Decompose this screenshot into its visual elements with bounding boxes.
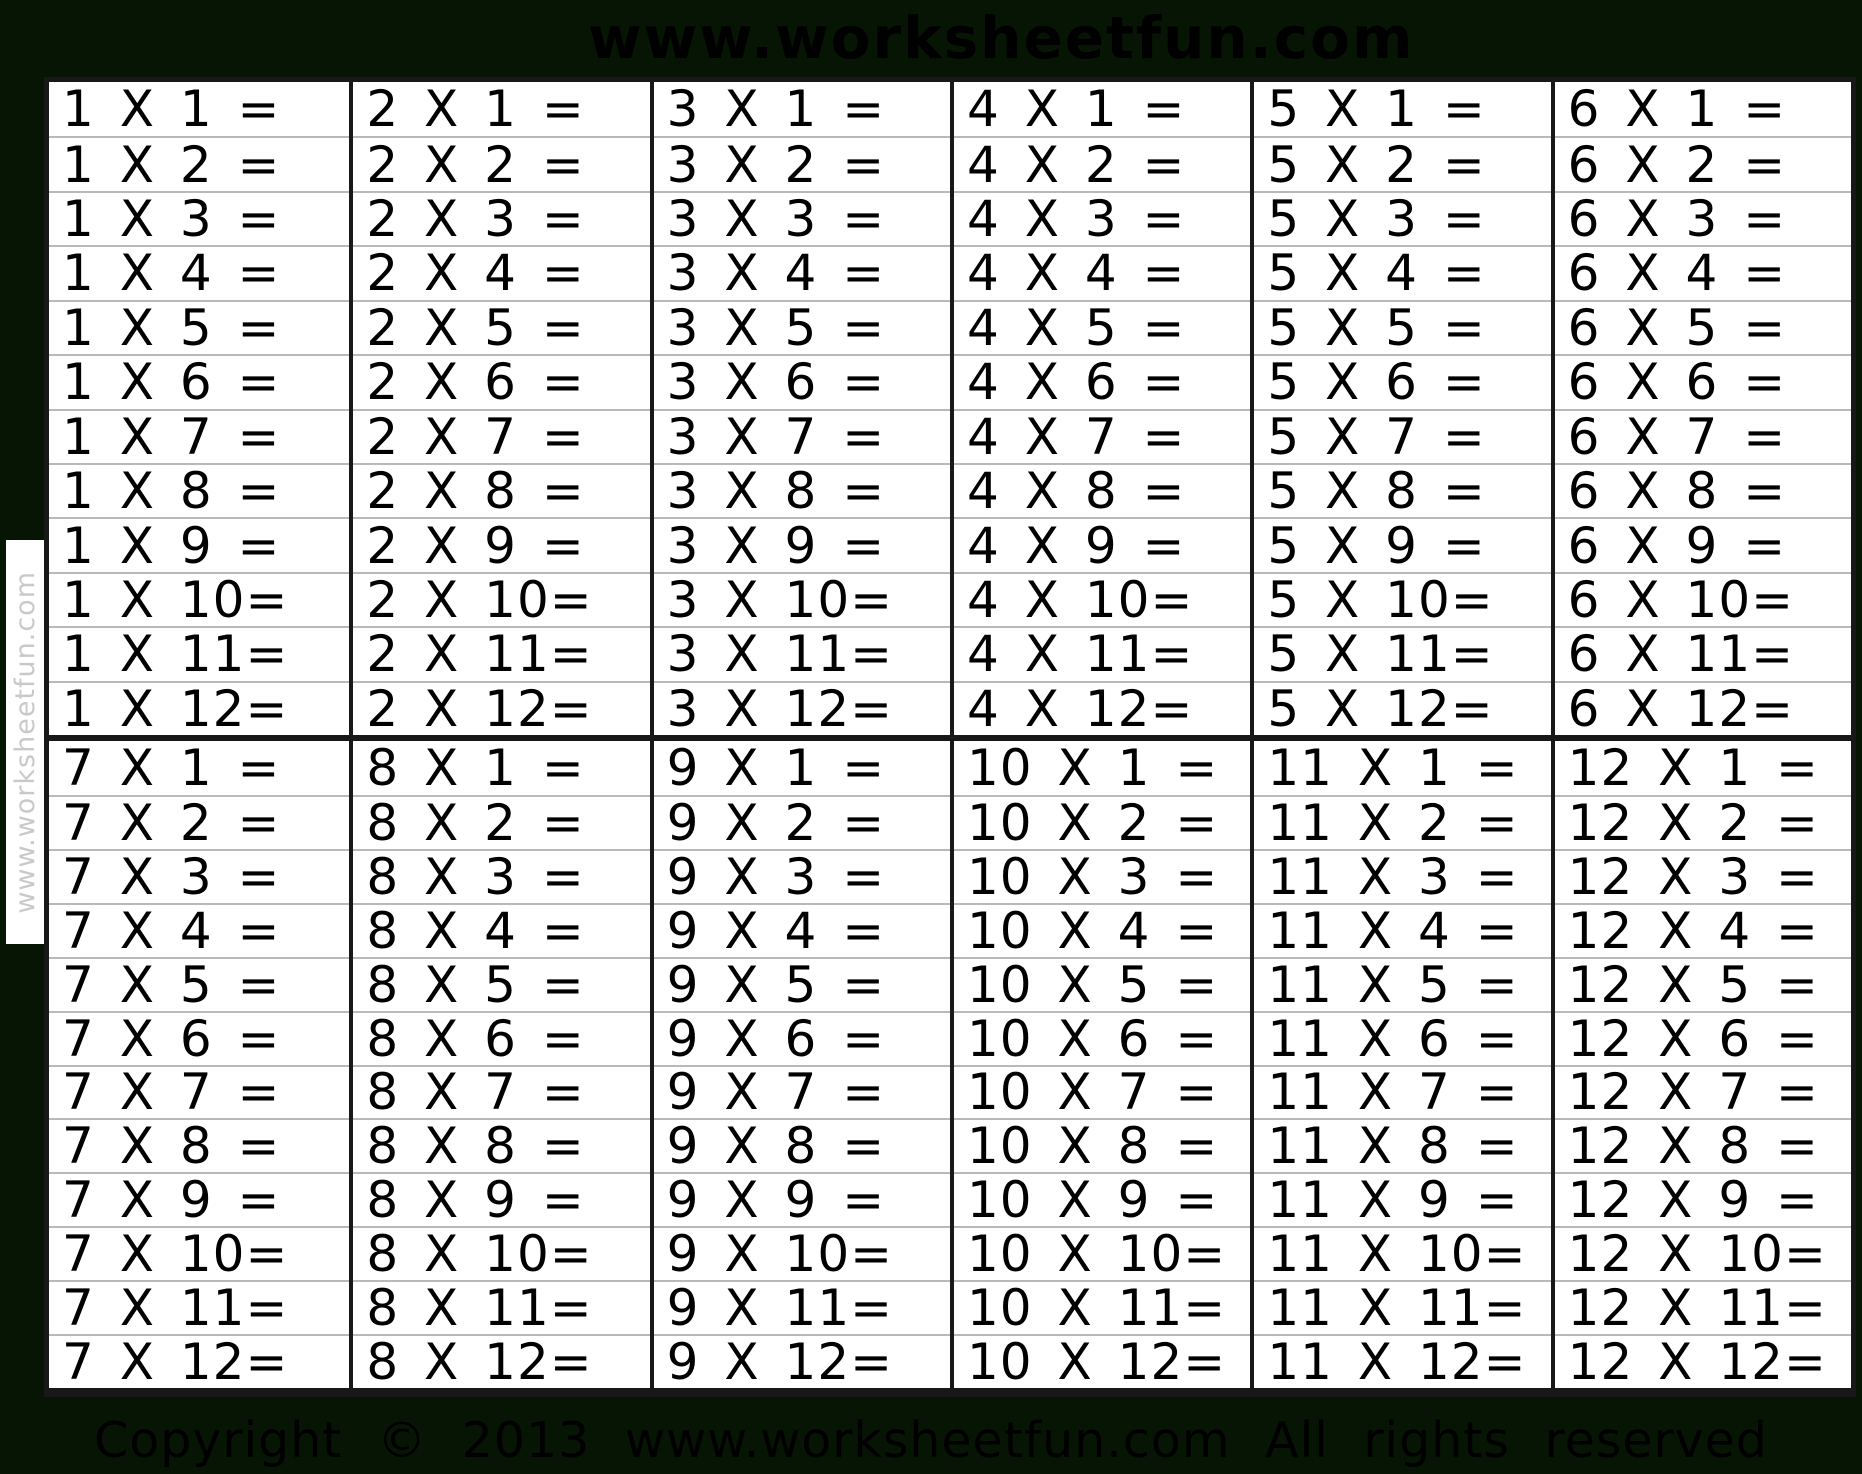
times-table-cell: 2 X 2 = <box>353 136 649 190</box>
times-table-cell: 10 X 8 = <box>954 1118 1250 1172</box>
copyright-notice: Copyright © 2013 www.worksheetfun.com All rights reserved <box>94 1412 1768 1469</box>
times-table-cell: 8 X 8 = <box>353 1118 649 1172</box>
times-table-cell: 8 X 4 = <box>353 903 649 957</box>
times-table-cell: 3 X 11= <box>654 626 950 680</box>
times-table-cell: 5 X 6 = <box>1254 354 1550 408</box>
times-table-cell: 2 X 1 = <box>366 82 585 137</box>
times-table-cell: 10 X 10= <box>954 1226 1250 1280</box>
times-table-block-11 <box>1250 735 1550 1388</box>
times-table-cell: 4 X 6 = <box>954 354 1250 408</box>
times-table-cell: 9 X 9 = <box>654 1172 950 1226</box>
times-table-cell: 3 X 6 = <box>654 354 950 408</box>
times-table-block-8 <box>349 735 649 1388</box>
times-table-cell: 10 X 3 = <box>954 849 1250 903</box>
times-table-cell: 10 X 12= <box>954 1334 1250 1388</box>
times-table-cell: 6 X 5 = <box>1555 300 1851 354</box>
times-table-cell: 3 X 7 = <box>654 409 950 463</box>
times-table-cell: 12 X 3 = <box>1555 849 1851 903</box>
times-table-cell: 9 X 4 = <box>654 903 950 957</box>
times-table-cell: 9 X 8 = <box>654 1118 950 1172</box>
times-table-cell: 1 X 3 = <box>49 191 349 245</box>
times-table-cell: 12 X 2 = <box>1555 795 1851 849</box>
times-table-block-12 <box>1551 735 1851 1388</box>
times-table-cell: 4 X 7 = <box>954 409 1250 463</box>
times-table-cell: 10 X 6 = <box>954 1011 1250 1065</box>
times-table-block-5 <box>1250 82 1550 735</box>
times-table-cell: 1 X 12= <box>49 681 349 735</box>
times-table-cell: 5 X 8 = <box>1254 463 1550 517</box>
times-table-cell: 7 X 4 = <box>49 903 349 957</box>
times-table-cell: 8 X 11= <box>353 1280 649 1334</box>
times-table-cell: 3 X 5 = <box>654 300 950 354</box>
top-watermark: www.worksheetfun.com <box>588 4 1415 72</box>
times-table-block-10 <box>950 735 1250 1388</box>
times-table-cell: 6 X 11= <box>1555 626 1851 680</box>
times-table-cell: 7 X 2 = <box>49 795 349 849</box>
times-table-cell: 7 X 11= <box>49 1280 349 1334</box>
times-table-cell: 7 X 3 = <box>49 849 349 903</box>
times-table-cell: 10 X 1 = <box>967 741 1219 795</box>
times-table-cell: 4 X 11= <box>954 626 1250 680</box>
times-table-cell: 9 X 7 = <box>654 1065 950 1119</box>
times-table-cell: 6 X 4 = <box>1555 245 1851 299</box>
times-table-cell: 6 X 9 = <box>1555 517 1851 571</box>
times-table-cell: 1 X 5 = <box>49 300 349 354</box>
times-table-block-1 <box>49 82 349 735</box>
times-table-cell: 12 X 6 = <box>1555 1011 1851 1065</box>
times-table-cell: 1 X 6 = <box>49 354 349 408</box>
times-table-cell: 11 X 3 = <box>1254 849 1550 903</box>
times-table-cell: 9 X 5 = <box>654 957 950 1011</box>
times-table-cell: 6 X 7 = <box>1555 409 1851 463</box>
times-table-block-2 <box>349 82 649 735</box>
times-table-cell: 5 X 7 = <box>1254 409 1550 463</box>
times-table-cell: 1 X 8 = <box>49 463 349 517</box>
times-table-cell: 2 X 4 = <box>353 245 649 299</box>
times-table-cell: 5 X 10= <box>1254 572 1550 626</box>
times-table-cell: 6 X 1 = <box>1567 82 1787 137</box>
times-table-cell: 12 X 7 = <box>1555 1065 1851 1119</box>
times-table-cell: 9 X 2 = <box>654 795 950 849</box>
times-table-cell: 6 X 2 = <box>1555 136 1851 190</box>
times-table-cell: 4 X 5 = <box>954 300 1250 354</box>
times-table-cell: 2 X 3 = <box>353 191 649 245</box>
times-table-cell: 3 X 9 = <box>654 517 950 571</box>
times-table-cell: 3 X 8 = <box>654 463 950 517</box>
times-table-cell: 5 X 9 = <box>1254 517 1550 571</box>
times-table-cell: 7 X 6 = <box>49 1011 349 1065</box>
times-table-cell: 11 X 4 = <box>1254 903 1550 957</box>
times-table-cell: 5 X 1 = <box>1267 82 1486 137</box>
times-table-cell: 2 X 10= <box>353 572 649 626</box>
times-table-cell: 5 X 12= <box>1254 681 1550 735</box>
times-table-cell: 3 X 2 = <box>654 136 950 190</box>
multiplication-table <box>44 77 1856 1397</box>
times-table-cell: 11 X 6 = <box>1254 1011 1550 1065</box>
times-table-cell: 3 X 12= <box>654 681 950 735</box>
times-table-cell: 1 X 10= <box>49 572 349 626</box>
times-table-cell: 1 X 4 = <box>49 245 349 299</box>
times-table-cell: 11 X 2 = <box>1254 795 1550 849</box>
times-table-cell: 8 X 10= <box>353 1226 649 1280</box>
times-table-cell: 9 X 1 = <box>666 741 886 795</box>
times-table-cell: 2 X 11= <box>353 626 649 680</box>
times-table-cell: 11 X 11= <box>1254 1280 1550 1334</box>
times-table-cell: 8 X 1 = <box>366 741 585 795</box>
times-table-block-4 <box>950 82 1250 735</box>
side-watermark-text: www.worksheetfun.com <box>9 570 41 914</box>
times-table-cell: 11 X 9 = <box>1254 1172 1550 1226</box>
times-table-cell: 5 X 5 = <box>1254 300 1550 354</box>
times-table-cell: 4 X 12= <box>954 681 1250 735</box>
times-table-cell: 7 X 7 = <box>49 1065 349 1119</box>
times-table-cell: 10 X 7 = <box>954 1065 1250 1119</box>
times-table-cell: 9 X 12= <box>654 1334 950 1388</box>
times-table-cell: 4 X 1 = <box>967 82 1186 137</box>
times-table-cell: 1 X 9 = <box>49 517 349 571</box>
times-table-cell: 4 X 3 = <box>954 191 1250 245</box>
times-table-cell: 1 X 7 = <box>49 409 349 463</box>
times-table-cell: 9 X 11= <box>654 1280 950 1334</box>
times-table-cell: 9 X 3 = <box>654 849 950 903</box>
times-table-cell: 10 X 11= <box>954 1280 1250 1334</box>
times-table-cell: 5 X 4 = <box>1254 245 1550 299</box>
times-table-cell: 12 X 5 = <box>1555 957 1851 1011</box>
times-table-cell: 8 X 9 = <box>353 1172 649 1226</box>
times-table-cell: 12 X 11= <box>1555 1280 1851 1334</box>
times-table-cell: 4 X 2 = <box>954 136 1250 190</box>
times-table-cell: 9 X 6 = <box>654 1011 950 1065</box>
times-table-cell: 11 X 5 = <box>1254 957 1550 1011</box>
times-table-cell: 7 X 8 = <box>49 1118 349 1172</box>
times-table-cell: 2 X 8 = <box>353 463 649 517</box>
times-table-cell: 5 X 11= <box>1254 626 1550 680</box>
side-watermark <box>6 540 44 944</box>
times-table-cell: 6 X 6 = <box>1555 354 1851 408</box>
times-table-cell: 8 X 5 = <box>353 957 649 1011</box>
times-table-cell: 10 X 4 = <box>954 903 1250 957</box>
times-table-cell: 11 X 10= <box>1254 1226 1550 1280</box>
times-table-cell: 6 X 8 = <box>1555 463 1851 517</box>
times-table-cell: 10 X 9 = <box>954 1172 1250 1226</box>
times-table-cell: 11 X 1 = <box>1267 741 1519 795</box>
times-table-cell: 8 X 12= <box>353 1334 649 1388</box>
times-table-cell: 3 X 4 = <box>654 245 950 299</box>
times-table-cell: 1 X 1 = <box>62 82 281 137</box>
times-table-cell: 5 X 3 = <box>1254 191 1550 245</box>
times-table-cell: 4 X 8 = <box>954 463 1250 517</box>
times-table-cell: 6 X 3 = <box>1555 191 1851 245</box>
times-table-cell: 7 X 5 = <box>49 957 349 1011</box>
times-table-cell: 3 X 3 = <box>654 191 950 245</box>
times-table-block-9 <box>650 735 950 1388</box>
times-table-cell: 2 X 7 = <box>353 409 649 463</box>
times-table-cell: 10 X 2 = <box>954 795 1250 849</box>
times-table-cell: 9 X 10= <box>654 1226 950 1280</box>
times-table-cell: 12 X 4 = <box>1555 903 1851 957</box>
times-table-cell: 11 X 7 = <box>1254 1065 1550 1119</box>
times-table-block-3 <box>650 82 950 735</box>
times-table-cell: 8 X 3 = <box>353 849 649 903</box>
times-table-cell: 1 X 11= <box>49 626 349 680</box>
times-table-cell: 8 X 2 = <box>353 795 649 849</box>
times-table-cell: 2 X 9 = <box>353 517 649 571</box>
times-table-block-7 <box>49 735 349 1388</box>
times-table-cell: 3 X 1 = <box>666 82 886 137</box>
times-table-cell: 12 X 8 = <box>1555 1118 1851 1172</box>
times-table-cell: 4 X 4 = <box>954 245 1250 299</box>
times-table-cell: 2 X 12= <box>353 681 649 735</box>
times-table-cell: 1 X 2 = <box>49 136 349 190</box>
times-table-cell: 8 X 7 = <box>353 1065 649 1119</box>
times-table-cell: 4 X 10= <box>954 572 1250 626</box>
times-table-block-6 <box>1551 82 1851 735</box>
times-table-cell: 4 X 9 = <box>954 517 1250 571</box>
times-table-cell: 2 X 6 = <box>353 354 649 408</box>
times-table-cell: 3 X 10= <box>654 572 950 626</box>
times-table-cell: 8 X 6 = <box>353 1011 649 1065</box>
times-table-cell: 7 X 10= <box>49 1226 349 1280</box>
times-table-cell: 2 X 5 = <box>353 300 649 354</box>
times-table-cell: 12 X 10= <box>1555 1226 1851 1280</box>
times-table-cell: 7 X 9 = <box>49 1172 349 1226</box>
times-table-cell: 5 X 2 = <box>1254 136 1550 190</box>
times-table-cell: 10 X 5 = <box>954 957 1250 1011</box>
times-table-cell: 7 X 12= <box>49 1334 349 1388</box>
times-table-cell: 11 X 12= <box>1254 1334 1550 1388</box>
times-table-cell: 12 X 1 = <box>1567 741 1819 795</box>
times-table-cell: 12 X 12= <box>1555 1334 1851 1388</box>
times-table-cell: 6 X 10= <box>1555 572 1851 626</box>
times-table-cell: 11 X 8 = <box>1254 1118 1550 1172</box>
times-table-cell: 12 X 9 = <box>1555 1172 1851 1226</box>
times-table-cell: 6 X 12= <box>1555 681 1851 735</box>
times-table-cell: 7 X 1 = <box>62 741 281 795</box>
